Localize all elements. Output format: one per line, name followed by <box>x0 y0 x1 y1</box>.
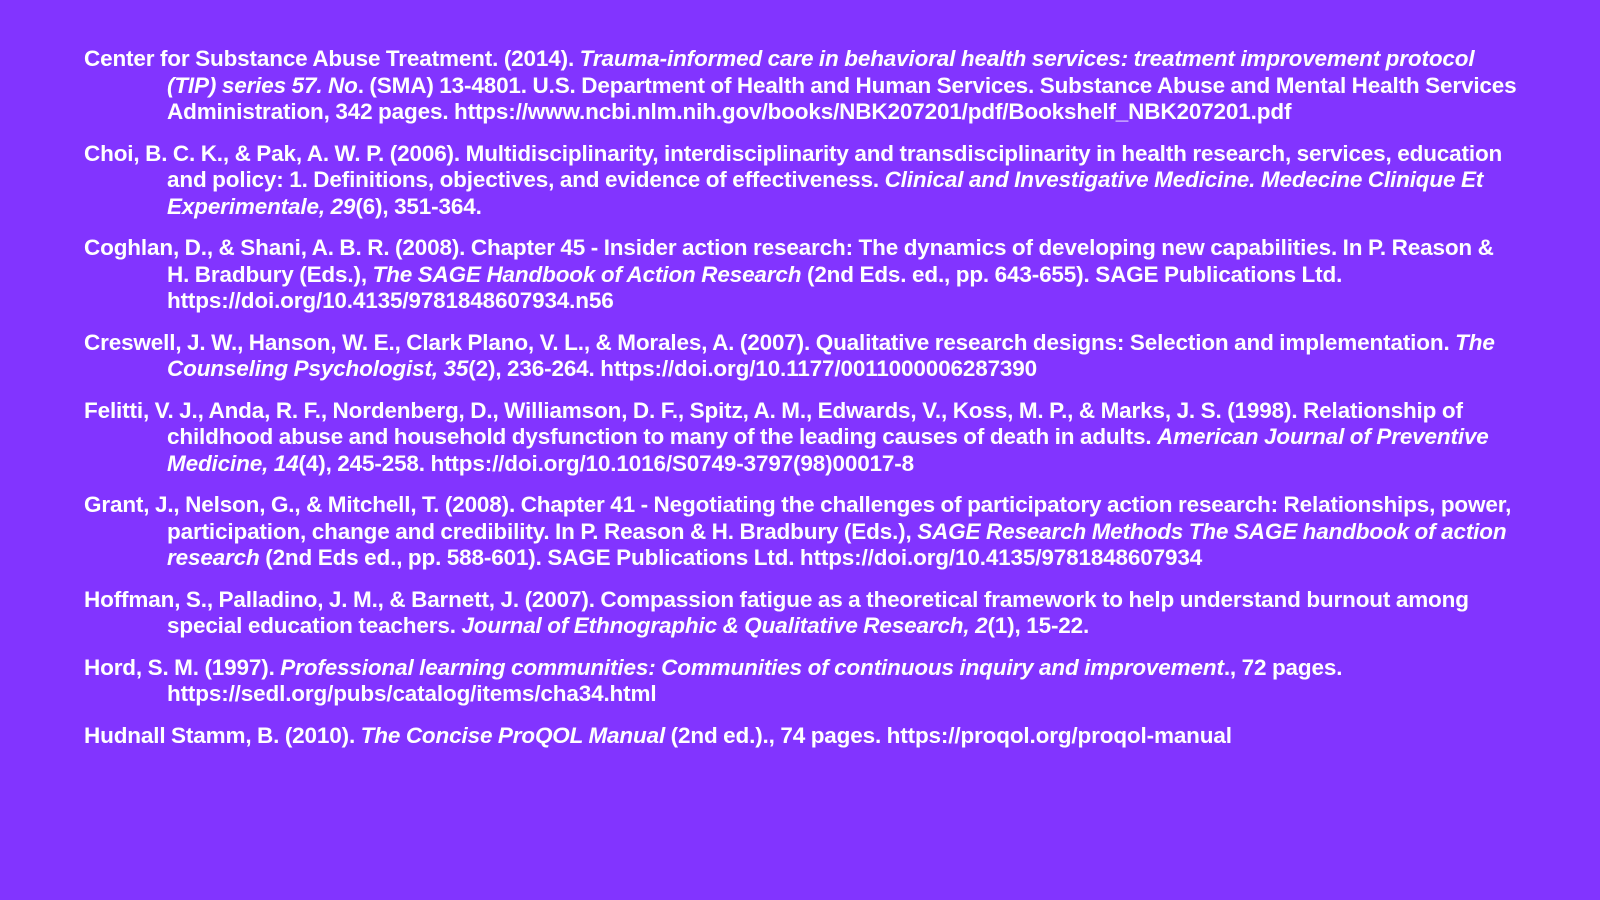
reference-title: SAGE Research Methods The SAGE handbook of action research <box>167 518 1507 570</box>
reference-text: (1), 15-22. <box>987 613 1090 638</box>
reference-entry <box>84 330 1520 383</box>
reference-text: (6), 351-364. <box>355 193 482 219</box>
reference-text: . (SMA) 13-4801. U.S. Department of Health and Human Services. Substance Abuse and Mental Health Services Administration, 342 pages. https://www.ncbi.nlm.nih.gov/books/NBK207201/pdf/Bookshelf_NBK207201.pdf <box>167 72 1517 124</box>
reference-text: (2nd ed.)., 74 pages. https://proqol.org/proqol-manual <box>665 722 1232 748</box>
reference-title: Journal of Ethnographic & Qualitative Research, 2 <box>461 613 988 638</box>
reference-text: (2nd Eds ed., pp. 588-601). SAGE Publications Ltd. https://doi.org/10.4135/9781848607934 <box>259 545 1203 570</box>
reference-text: ., 72 pages. https://sedl.org/pubs/catalog/items/cha34.html <box>167 654 1343 706</box>
reference-title: Clinical and Investigative Medicine. Medecine Clinique Et Experimentale, 29 <box>167 167 1484 219</box>
reference-text: Hoffman, S., Palladino, J. M., & Barnett, J. (2007). Compassion fatigue as a theoretical framework to help understand burnout among special education teachers. <box>84 586 1469 638</box>
reference-text: Center for Substance Abuse Treatment. (2014). <box>84 46 580 71</box>
reference-list <box>84 46 1520 749</box>
reference-text: Felitti, V. J., Anda, R. F., Nordenberg, D., Williamson, D. F., Spitz, A. M., Edwards, V., Koss, M. P., & Marks, J. S. (1998). Relationship of childhood abuse and household dysfunction to many of the leading causes of death in adults. <box>84 397 1463 449</box>
reference-title: The Concise ProQOL Manual <box>360 722 666 748</box>
reference-text: Creswell, J. W., Hanson, W. E., Clark Plano, V. L., & Morales, A. (2007). Qualitative research designs: Selection and implementation. <box>84 329 1456 355</box>
reference-title: The SAGE Handbook of Action Research <box>372 261 802 287</box>
reference-text: Hudnall Stamm, B. (2010). <box>84 722 361 748</box>
reference-title: Trauma-informed care in behavioral health services: treatment improvement protocol (TIP) series 57. No <box>167 46 1475 98</box>
reference-text: Coghlan, D., & Shani, A. B. R. (2008). Chapter 45 - Insider action research: The dynamics of developing new capabilities. In P. Reason & H. Bradbury (Eds.), <box>84 235 1494 287</box>
reference-title: American Journal of Preventive Medicine, 14 <box>167 424 1489 476</box>
reference-entry <box>84 492 1520 572</box>
reference-title: The Counseling Psychologist, 35 <box>167 329 1495 381</box>
reference-entry <box>84 235 1520 315</box>
reference-title: Professional learning communities: Communities of continuous inquiry and improvement <box>280 654 1224 680</box>
reference-entry <box>84 655 1520 708</box>
reference-text: Hord, S. M. (1997). <box>84 654 281 680</box>
reference-entry <box>84 398 1520 478</box>
reference-text: Grant, J., Nelson, G., & Mitchell, T. (2008). Chapter 41 - Negotiating the challenges of participatory action research: Relationships, power, participation, change and credibility. In P. Reason & H. Bradbury (Eds.), <box>84 492 1512 544</box>
reference-text: (2nd Eds. ed., pp. 643-655). SAGE Publications Ltd. https://doi.org/10.4135/9781848607934.n56 <box>167 261 1343 313</box>
reference-entry <box>84 141 1520 221</box>
reference-entry <box>84 587 1520 640</box>
reference-text: (2), 236-264. https://doi.org/10.1177/0011000006287390 <box>468 356 1038 381</box>
reference-entry <box>84 46 1520 126</box>
reference-text: (4), 245-258. https://doi.org/10.1016/S0749-3797(98)00017-8 <box>298 450 914 476</box>
reference-entry <box>84 723 1520 750</box>
reference-text: Choi, B. C. K., & Pak, A. W. P. (2006). Multidisciplinarity, interdisciplinarity and transdisciplinarity in health research, services, education and policy: 1. Definitions, objectives, and evidence of effectiveness. <box>84 140 1503 192</box>
